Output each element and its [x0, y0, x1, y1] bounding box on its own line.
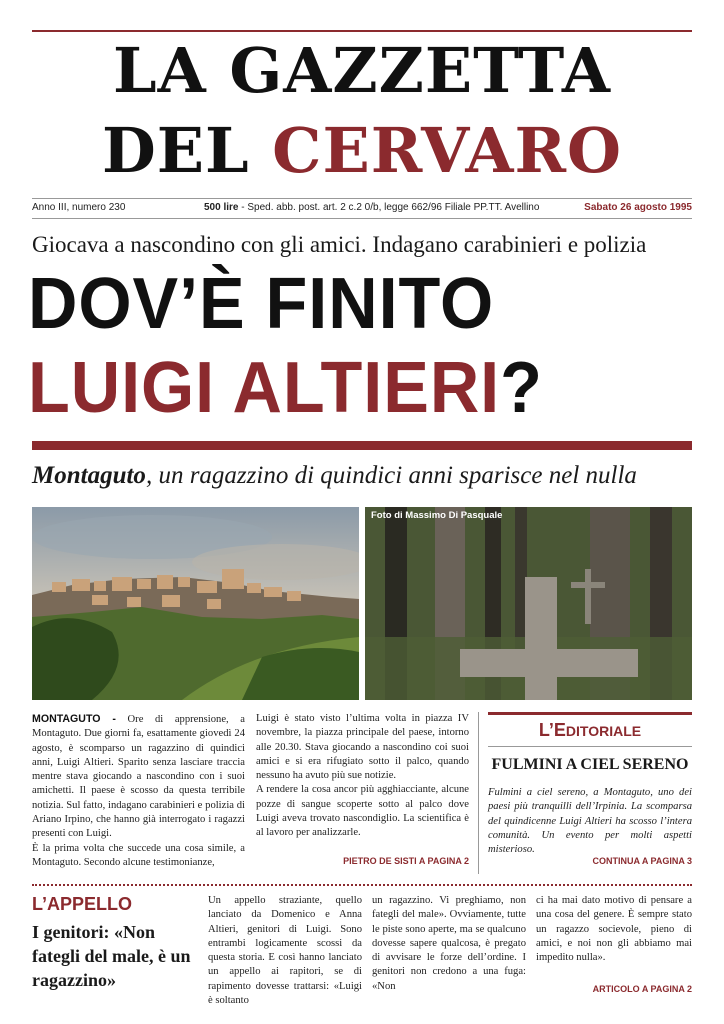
masthead-line1: LA GAZZETTA [113, 34, 611, 107]
article-col1-text-b: È la prima volta che succede una cosa simile, a Montaguto. Secondo alcune testimonianze, [32, 842, 245, 868]
article-col1-text: Ore di apprensione, a Montaguto. Due giorni fa, esattamente giovedì 24 agosto, è scomparso un ragazzino di quindici anni, Luigi Altieri. Sparito senza lasciare traccia mentre stava giocando a nascondino con i suoi amichetti. Il paese è scosso da questa terribile notizia. Sul fatto, indagano carabinieri e polizia di Ariano Irpino, che hanno già interrogato i ragazzi presenti con Luigi. [32, 714, 246, 840]
cross-photo [365, 507, 692, 700]
headline-line1: DOV’È FINITO [28, 264, 495, 344]
article-col2 [256, 712, 469, 841]
price-postal [204, 202, 539, 213]
section-separator [32, 884, 692, 886]
issue-date: Sabato 26 agosto 1995 [584, 202, 692, 213]
postal-info: - Sped. abb. post. art. 2 c.2 0/b, legge 662/96 Filiale PP.TT. Avellino [238, 202, 540, 213]
appeal-col2: un ragazzino. Vi preghiamo, non fategli del male». Ovviamente, tutte le piste sono aperte, ma se qualcuno dovesse sapere qualcosa, è pregato di avvisare le forze dell’ordine. I genitori non credono a una fuga: «Non [372, 895, 526, 992]
infobar [32, 202, 692, 218]
appeal-label: L’APPELLO [32, 894, 133, 914]
subhead-rest: , un ragazzino di quindici anni sparisce nel nulla [145, 462, 637, 489]
editorial-label-c: DITORIALE [565, 723, 642, 739]
infobar-bottom-rule [32, 218, 692, 219]
editorial-text: Fulmini a ciel sereno, a Montaguto, uno dei paesi più tranquilli dell’Irpinia. La scomparsa del quindicenne Luigi Altieri ha scosso l’intera comunità. Un evento per molti aspetti misterioso. [488, 787, 692, 856]
article-jump: PIETRO DE SISTI A PAGINA 2 [343, 856, 469, 866]
subhead [32, 462, 692, 490]
editorial-top-rule [488, 712, 692, 715]
editorial-left-rule [478, 712, 479, 874]
photo-credit: Foto di Massimo Di Pasquale [371, 510, 503, 521]
headline-line2 [28, 348, 543, 428]
infobar-top-rule [32, 198, 692, 199]
top-rule [32, 30, 692, 32]
article-col2-text-b: A rendere la cosa ancor più agghiacciante, alcune pozze di sangue scoperte sotto al palco dove Luigi aveva trovato nascondiglio. La scientifica è al lavoro per analizzarle. [256, 784, 469, 839]
editorial-label [488, 720, 692, 741]
editorial-label-a: L’ [538, 720, 554, 740]
article-dateline: MONTAGUTO - [32, 713, 116, 725]
article-col1 [32, 712, 245, 870]
masthead-del: DEL [101, 114, 250, 187]
cross-photo-image [365, 507, 692, 700]
editorial-label-b: E [553, 720, 566, 740]
headline-qmark: ? [500, 348, 543, 428]
town-photo [32, 507, 359, 700]
appeal-col1: Un appello straziante, quello lanciato da Domenico e Anna Altieri, genitori di Luigi. Sono entrambi logicamente scossi da questa storia. E così hanno lanciato un appello ai rapitori, se di rapimento dovesse trattarsi: «Luigi è soltanto [208, 895, 362, 1007]
masthead-line2 [0, 116, 724, 186]
editorial-title: FULMINI A CIEL SERENO [491, 756, 689, 773]
town-photo-image [32, 507, 359, 700]
kicker: Giocava a nascondino con gli amici. Indagano carabinieri e polizia [32, 232, 647, 257]
headline-name: LUIGI ALTIERI [28, 348, 501, 428]
issue-number: Anno III, numero 230 [32, 202, 126, 213]
editorial-label-rule [488, 746, 692, 747]
appeal-jump: ARTICOLO A PAGINA 2 [592, 984, 692, 994]
appeal-title: I genitori: «Non fategli del male, è un ragazzino» [32, 922, 191, 990]
headline-rule [32, 441, 692, 450]
editorial-jump: CONTINUA A PAGINA 3 [592, 856, 692, 866]
appeal-col3: ci ha mai dato motivo di pensare a una cosa del genere. È sempre stato un ragazzo socievole, pieno di amici, e noi non gli abbiamo mai impedito nulla». [536, 895, 692, 964]
masthead-cervaro: CERVARO [272, 114, 623, 187]
article-col2-text: Luigi è stato visto l’ultima volta in piazza IV novembre, la piazza principale del paese, intorno alle 20.30. Stava giocando a nascondino coi suoi amici e si era rifugiato sotto il palco, quando nessuno ha avuto più sue notizie. [256, 713, 469, 782]
subhead-place: Montaguto [32, 462, 146, 489]
price: 500 lire [204, 202, 239, 213]
